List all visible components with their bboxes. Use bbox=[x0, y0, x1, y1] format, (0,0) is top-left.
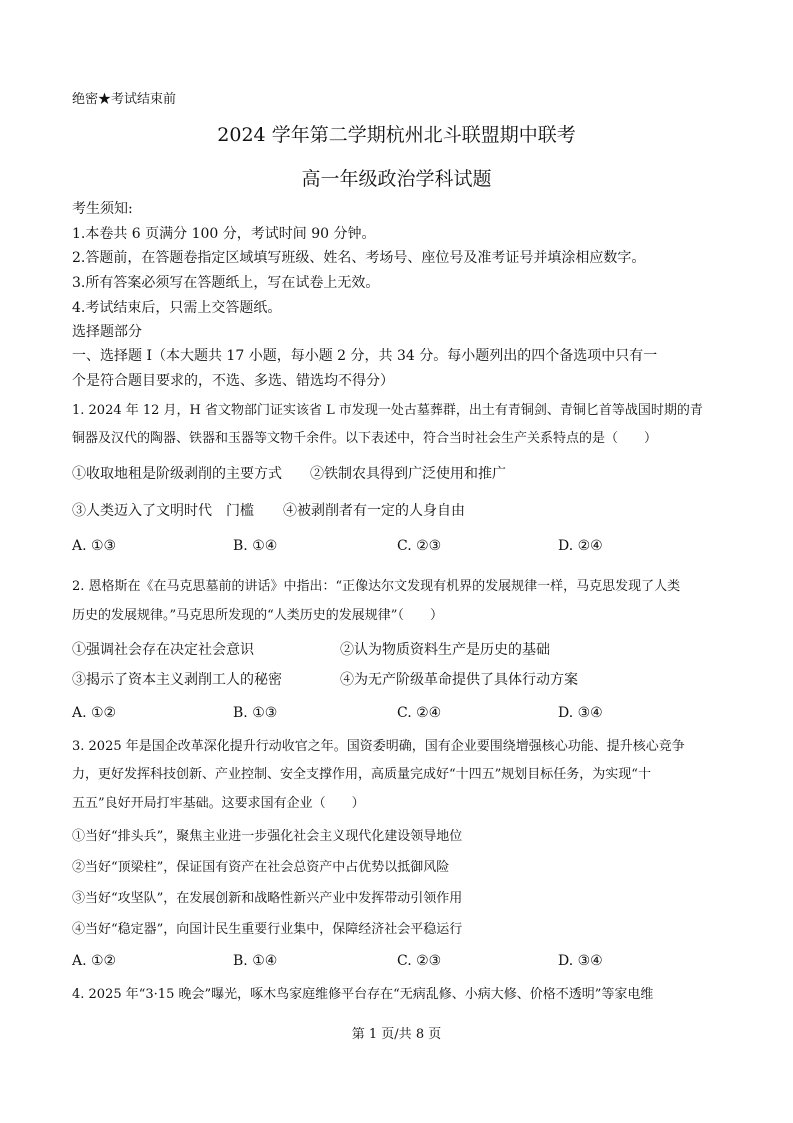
section-part: 选择题部分 bbox=[72, 324, 142, 340]
question-2-item: ②认为物质资料生产是历史的基础 bbox=[340, 642, 550, 658]
question-2-option: C. ②④ bbox=[397, 705, 442, 721]
notice-item: 3.所有答案必须写在答题纸上，写在试卷上无效。 bbox=[72, 275, 380, 291]
section-instruction: 一、选择题 I（本大题共 17 小题，每小题 2 分，共 34 分。每小题列出的四个备选项中只有一 bbox=[72, 348, 658, 364]
notice-heading: 考生须知: bbox=[72, 201, 133, 217]
question-2-option: A. ①② bbox=[72, 705, 117, 721]
question-3-stem: 3. 2025 年是国企改革深化提升行动收官之年。国资委明确，国有企业要围绕增强核心功能、提升核心竞争 bbox=[72, 739, 685, 754]
question-1-option: A. ①③ bbox=[72, 538, 117, 554]
question-1-item: ④被剥削者有一定的人身自由 bbox=[283, 503, 465, 519]
question-1-option: B. ①④ bbox=[233, 538, 278, 554]
question-3-option: D. ③④ bbox=[558, 953, 603, 969]
question-2-item: ④为无产阶级革命提供了具体行动方案 bbox=[340, 672, 578, 688]
question-2-item: ①强调社会存在决定社会意识 bbox=[72, 642, 254, 658]
question-1-item: ②铁制农具得到广泛使用和推广 bbox=[310, 466, 506, 482]
question-2-option: D. ③④ bbox=[558, 705, 603, 721]
question-3-option: B. ①④ bbox=[233, 953, 278, 969]
question-2-stem: 历史的发展规律。”马克思所发现的“人类历史的发展规律”（ ） bbox=[72, 608, 443, 623]
exam-title: 2024 学年第二学期杭州北斗联盟期中联考 bbox=[217, 124, 576, 146]
question-2-option: B. ①③ bbox=[233, 705, 278, 721]
question-3-item: ①当好“排头兵”，聚焦主业进一步强化社会主义现代化建设领导地位 bbox=[72, 829, 463, 844]
question-3-option: A. ①② bbox=[72, 953, 117, 969]
page-number: 第 1 页/共 8 页 bbox=[351, 1027, 442, 1042]
question-2-stem: 2. 恩格斯在《在马克思墓前的讲话》中指出：“正像达尔文发现有机界的发展规律一样，马克思发现了人类 bbox=[72, 579, 681, 594]
question-1-option: D. ②④ bbox=[558, 538, 603, 554]
question-1-stem: 铜器及汉代的陶器、铁器和玉器等文物千余件。以下表述中，符合当时社会生产关系特点的是（ ） bbox=[72, 431, 658, 446]
notice-item: 1.本卷共 6 页满分 100 分，考试时间 90 分钟。 bbox=[72, 226, 376, 242]
section-instruction: 个是符合题目要求的，不选、多选、错选均不得分） bbox=[72, 373, 394, 389]
notice-item: 4.考试结束后，只需上交答题纸。 bbox=[72, 300, 282, 316]
question-3-item: ③当好“攻坚队”，在发展创新和战略性新兴产业中发挥带动引领作用 bbox=[72, 891, 463, 906]
confidential-label: 绝密★考试结束前 bbox=[72, 92, 177, 107]
question-2-item: ③揭示了资本主义剥削工人的秘密 bbox=[72, 672, 282, 688]
question-3-stem: 五五”良好开局打牢基础。这要求国有企业（ ） bbox=[72, 796, 365, 811]
question-1-stem: 1. 2024 年 12 月，H 省文物部门证实该省 L 市发现一处古墓葬群，出土有青铜剑、青铜匕首等战国时期的青 bbox=[72, 403, 703, 418]
question-3-option: C. ②③ bbox=[397, 953, 442, 969]
question-4-stem: 4. 2025 年“3·15 晚会”曝光，啄木鸟家庭维修平台存在“无病乱修、小病大修、价格不透明”等家电维 bbox=[72, 987, 654, 1002]
question-3-item: ②当好“顶梁柱”，保证国有资产在社会总资产中占优势以抵御风险 bbox=[72, 860, 450, 875]
notice-item: 2.答题前，在答题卷指定区域填写班级、姓名、考场号、座位号及准考证号并填涂相应数字。 bbox=[72, 250, 646, 266]
question-3-stem: 力，更好发挥科技创新、产业控制、安全支撑作用，高质量完成好“十四五”规划目标任务，为实现“十 bbox=[72, 767, 651, 782]
question-3-item: ④当好“稳定器”，向国计民生重要行业集中，保障经济社会平稳运行 bbox=[72, 922, 463, 937]
question-1-option: C. ②③ bbox=[397, 538, 442, 554]
question-1-item: ①收取地租是阶级剥削的主要方式 bbox=[72, 466, 282, 482]
exam-subtitle: 高一年级政治学科试题 bbox=[301, 168, 492, 190]
question-1-item: ③人类迈入了文明时代 门槛 bbox=[72, 503, 254, 519]
